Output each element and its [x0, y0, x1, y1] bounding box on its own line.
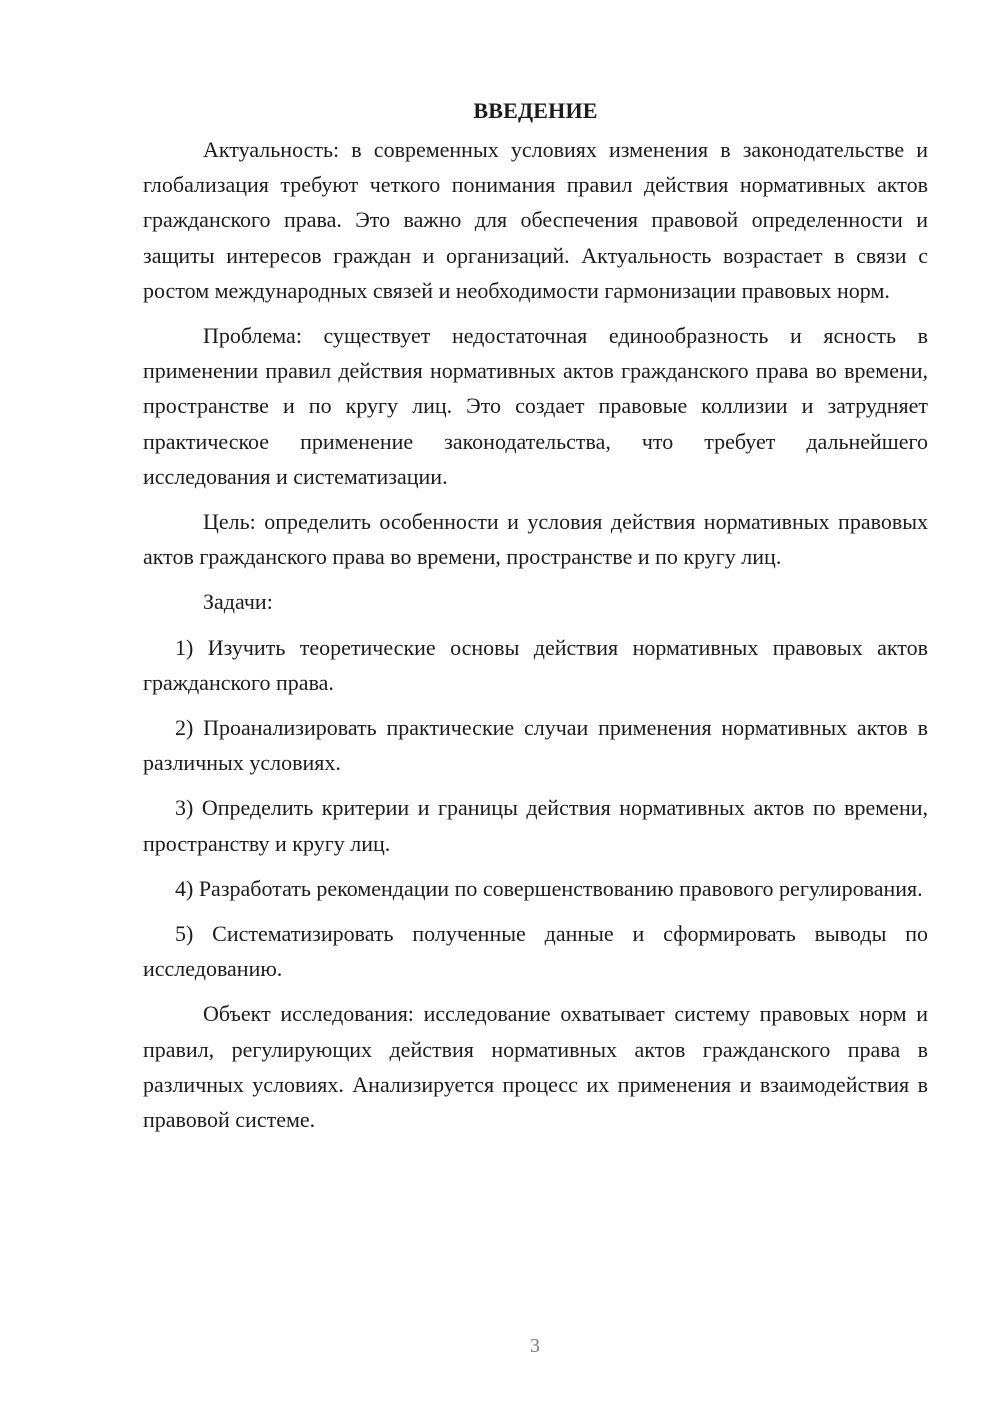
task-item: 5) Систематизировать полученные данные и сформировать выводы по исследованию.: [143, 921, 928, 982]
task-item: 2) Проанализировать практические случаи применения нормативных актов в различных условиях.: [143, 715, 928, 776]
paragraph-problem: Проблема: существует недостаточная единообразность и ясность в применении правил действия нормативных актов гражданского права во времени, пространстве и по кругу лиц. Это создает правовые коллизии и затрудняет практическое применение законодательства, что требует дальнейшего исследования и систематизации.: [143, 323, 928, 489]
paragraph-goal: Цель: определить особенности и условия действия нормативных правовых актов гражданского права во времени, пространстве и по кругу лиц.: [143, 509, 928, 570]
section-title: ВВЕДЕНИЕ: [473, 98, 598, 123]
page-number: 3: [530, 1335, 540, 1357]
paragraph-object: Объект исследования: исследование охватывает систему правовых норм и правил, регулирующих действия нормативных актов гражданского права в различных условиях. Анализируется процесс их применения и взаимодействия в правовой системе.: [143, 1001, 928, 1133]
task-item: 3) Определить критерии и границы действия нормативных актов по времени, пространству и кругу лиц.: [143, 795, 928, 856]
tasks-heading: Задачи:: [203, 589, 273, 615]
task-item: 4) Разработать рекомендации по совершенствованию правового регулирования.: [175, 875, 923, 901]
task-item: 1) Изучить теоретические основы действия нормативных правовых актов гражданского права.: [143, 634, 928, 695]
paragraph-relevance: Актуальность: в современных условиях изменения в законодательстве и глобализация требуют четкого понимания правил действия нормативных актов гражданского права. Это важно для обеспечения правовой определенности и защиты интересов граждан и организаций. Актуальность возрастает в связи с ростом международных связей и необходимости гармонизации правовых норм.: [143, 137, 928, 303]
document-body: [143, 95, 928, 1137]
